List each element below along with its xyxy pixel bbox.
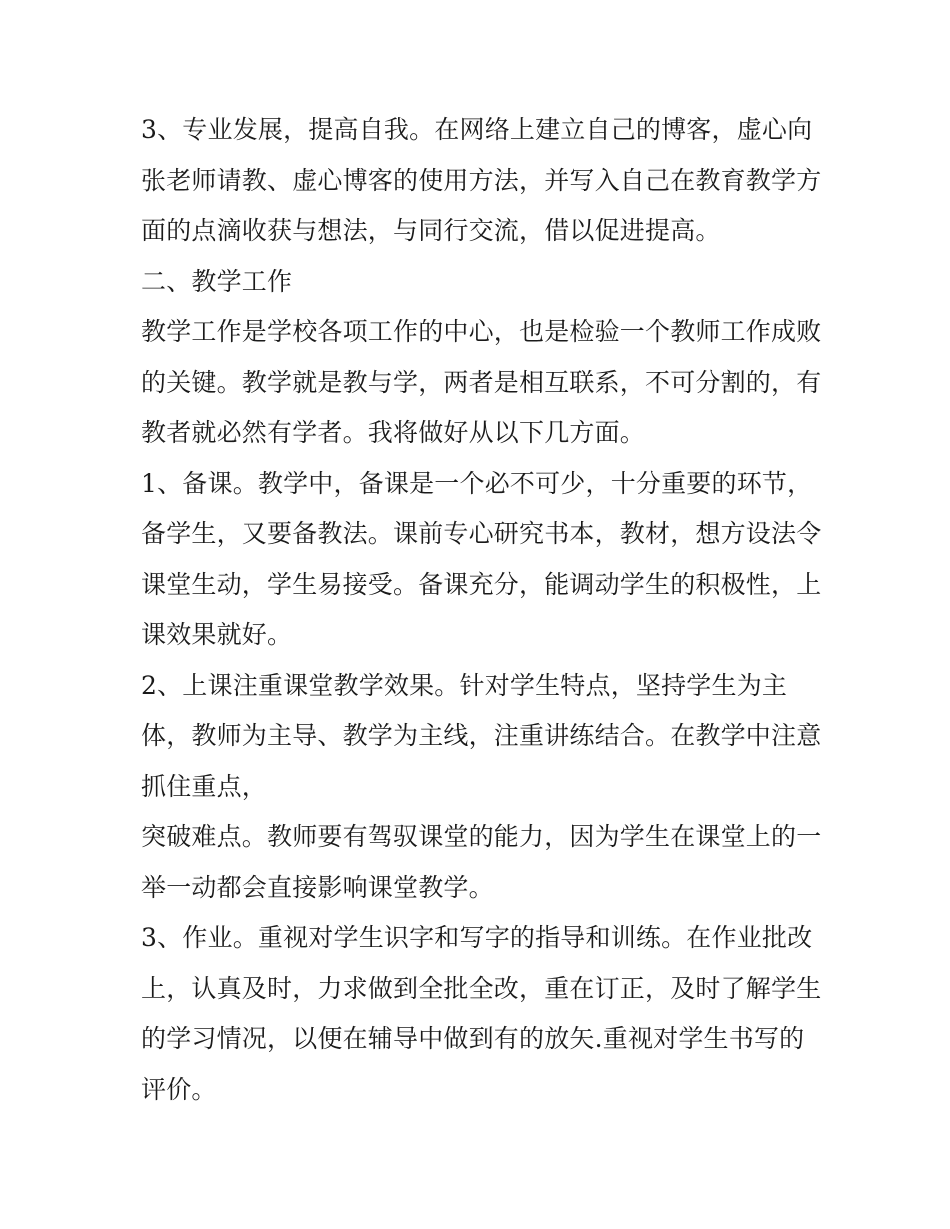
text-line: 突破难点。教师要有驾驭课堂的能力，因为学生在课堂上的一 <box>141 822 822 851</box>
text-line: 教学工作是学校各项工作的中心，也是检验一个教师工作成败 <box>141 317 822 346</box>
text-line: 2、上课注重课堂教学效果。针对学生特点，坚持学生为主 <box>141 671 788 700</box>
text-line: 3、作业。重视对学生识字和写字的指导和训练。在作业批改 <box>141 923 813 952</box>
text-line: 的关键。教学就是教与学，两者是相互联系，不可分割的，有 <box>141 368 822 397</box>
text-line: 上，认真及时，力求做到全批全改，重在订正，及时了解学生 <box>141 974 822 1003</box>
text-line: 1、备课。教学中，备课是一个必不可少，十分重要的环节， <box>141 469 813 498</box>
text-line: 备学生，又要备教法。课前专心研究书本，教材，想方设法令 <box>141 519 822 548</box>
text-line: 教者就必然有学者。我将做好从以下几方面。 <box>141 418 646 447</box>
text-line: 张老师请教、虚心博客的使用方法，并写入自己在教育教学方 <box>141 166 822 195</box>
text-line: 3、专业发展，提高自我。在网络上建立自己的博客，虚心向 <box>141 115 813 144</box>
text-line: 面的点滴收获与想法，与同行交流，借以促进提高。 <box>141 216 721 245</box>
text-line: 抓住重点， <box>141 772 268 801</box>
text-line: 课效果就好。 <box>141 620 293 649</box>
section-heading: 二、教学工作 <box>141 267 293 296</box>
text-line: 的学习情况，以便在辅导中做到有的放矢.重视对学生书写的 <box>141 1024 805 1053</box>
text-line: 体，教师为主导、教学为主线，注重讲练结合。在教学中注意 <box>141 721 822 750</box>
text-line: 举一动都会直接影响课堂教学。 <box>141 873 494 902</box>
text-line: 课堂生动，学生易接受。备课充分，能调动学生的积极性，上 <box>141 570 822 599</box>
text-line: 评价。 <box>141 1075 217 1104</box>
